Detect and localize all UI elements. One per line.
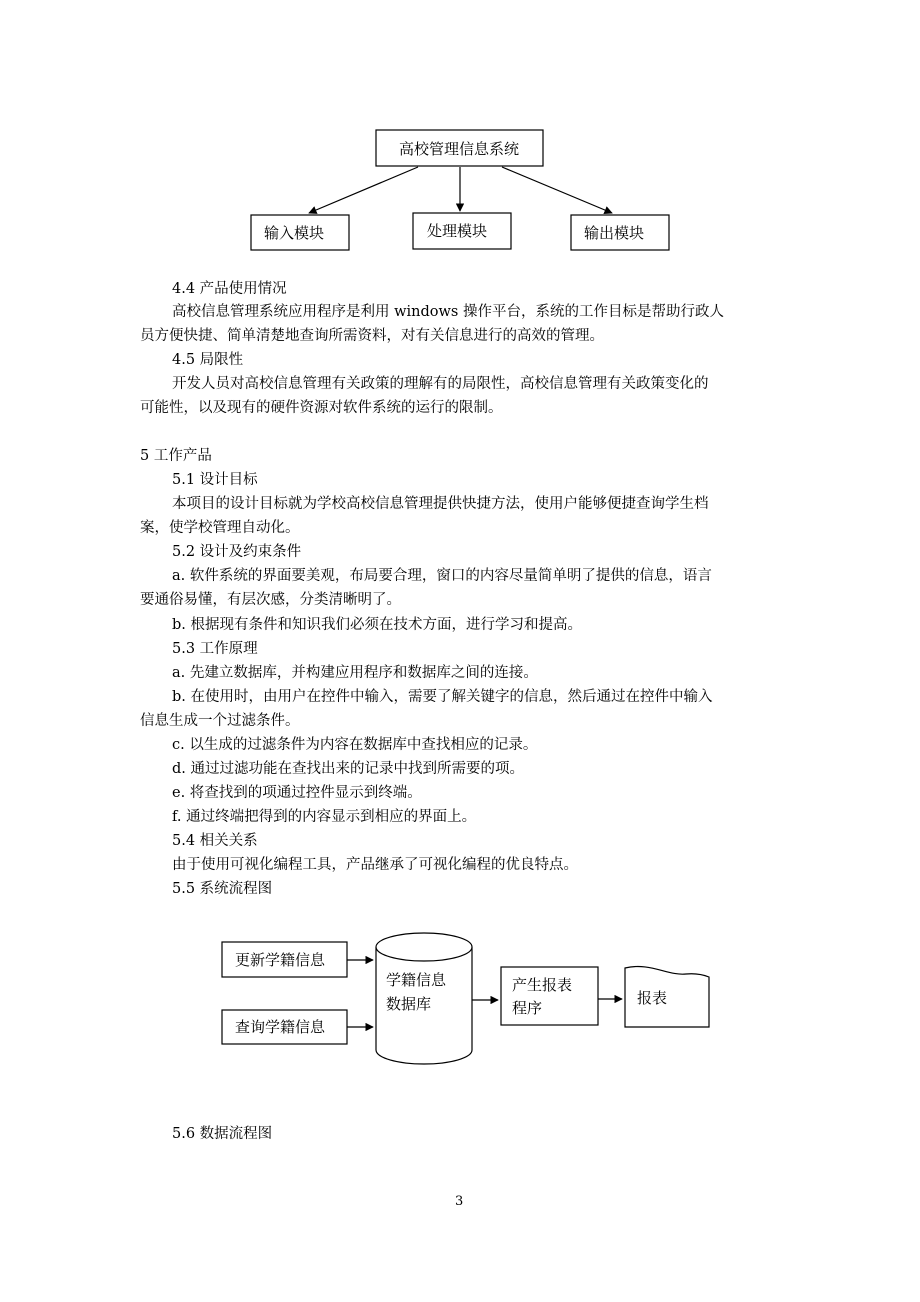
process-module-label: 处理模块 [426, 222, 488, 240]
report-program-box [501, 967, 598, 1025]
section-4-4-paragraph-line2: 员方便快捷、简单清楚地查询所需资料，对有关信息进行的高效的管理。 [140, 328, 604, 344]
section-5-1-paragraph-line1: 本项目的设计目标就为学校高校信息管理提供快捷方法，使用户能够便捷查询学生档 [172, 496, 709, 512]
update-record-label: 更新学籍信息 [235, 951, 326, 969]
section-5-1-paragraph-line2: 案，使学校管理自动化。 [140, 520, 300, 536]
section-5-3-item-b-line1: b. 在使用时，由用户在控件中输入，需要了解关键字的信息，然后通过在控件中输入 [172, 689, 713, 705]
section-5-4-heading: 5.4 相关关系 [172, 833, 258, 849]
process-module-box [413, 213, 511, 249]
section-5-2-heading: 5.2 设计及约束条件 [172, 544, 302, 560]
section-5-3-item-c: c. 以生成的过滤条件为内容在数据库中查找相应的记录。 [172, 737, 538, 753]
section-5-3-item-a: a. 先建立数据库，并构建应用程序和数据库之间的连接。 [172, 665, 538, 681]
section-5-1-heading: 5.1 设计目标 [172, 472, 258, 488]
page-number: 3 [455, 1194, 464, 1209]
output-module-label: 输出模块 [583, 224, 645, 242]
section-4-4-paragraph-line1: 高校信息管理系统应用程序是利用 windows 操作平台，系统的工作目标是帮助行政人 [172, 304, 724, 320]
arrow-to-output-module [502, 167, 612, 213]
query-record-box [222, 1010, 347, 1044]
section-5-3-heading: 5.3 工作原理 [172, 641, 258, 657]
section-4-5-paragraph-line2: 可能性，以及现有的硬件资源对软件系统的运行的限制。 [140, 400, 503, 416]
section-5-6-heading: 5.6 数据流程图 [172, 1126, 273, 1142]
section-5-3-item-e: e. 将查找到的项通过控件显示到终端。 [172, 785, 422, 801]
section-5-2-item-a-line1: a. 软件系统的界面要美观，布局要合理，窗口的内容尽量简单明了提供的信息，语言 [172, 568, 712, 584]
section-5-3-item-f: f. 通过终端把得到的内容显示到相应的界面上。 [172, 809, 477, 825]
section-5-2-item-b: b. 根据现有条件和知识我们必须在技术方面，进行学习和提高。 [172, 617, 582, 633]
section-5-5-heading: 5.5 系统流程图 [172, 881, 273, 897]
section-4-5-paragraph-line1: 开发人员对高校信息管理有关政策的理解有的局限性，高校信息管理有关政策变化的 [172, 376, 709, 392]
report-program-label-line1: 产生报表 [512, 976, 573, 994]
section-4-5-heading: 4.5 局限性 [172, 352, 244, 368]
root-module-box [376, 130, 543, 166]
database-label-line2: 数据库 [386, 995, 432, 1013]
database-label-line1: 学籍信息 [386, 971, 447, 989]
section-5-2-item-a-line2: 要通俗易懂，有层次感，分类清晰明了。 [140, 592, 401, 608]
section-4-4-heading: 4.4 产品使用情况 [172, 281, 287, 297]
section-5-3-item-b-line2: 信息生成一个过滤条件。 [140, 713, 300, 729]
output-module-box [571, 215, 669, 250]
section-5-4-paragraph: 由于使用可视化编程工具，产品继承了可视化编程的优良特点。 [172, 857, 578, 873]
report-program-label-line2: 程序 [512, 999, 543, 1017]
query-record-label: 查询学籍信息 [235, 1018, 326, 1036]
update-record-box [222, 942, 347, 977]
report-document-shape [625, 966, 709, 1027]
root-module-label: 高校管理信息系统 [398, 140, 520, 158]
report-document-label: 报表 [637, 989, 668, 1007]
input-module-label: 输入模块 [263, 224, 325, 242]
arrow-to-input-module [309, 167, 418, 213]
system-flowchart [222, 933, 709, 1064]
database-cylinder [376, 933, 472, 1064]
section-5-heading: 5 工作产品 [140, 448, 212, 464]
input-module-box [251, 215, 349, 250]
section-5-3-item-d: d. 通过过滤功能在查找出来的记录中找到所需要的项。 [172, 761, 524, 777]
